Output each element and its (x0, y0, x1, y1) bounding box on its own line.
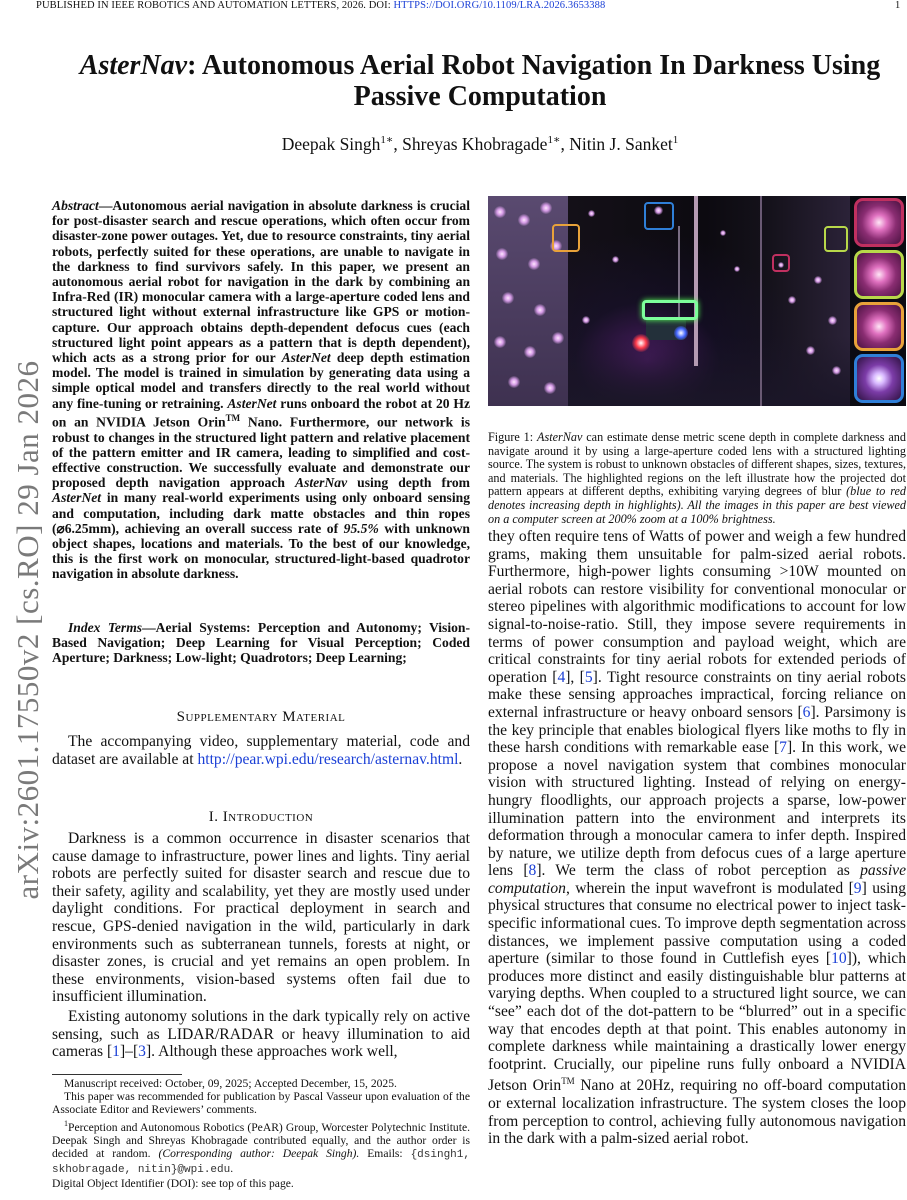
highlight-red (772, 254, 790, 272)
light-dot (832, 366, 841, 375)
paper-title (60, 50, 900, 112)
intro-section (52, 830, 470, 1061)
asternet-name: AsterNet (281, 350, 331, 366)
light-dot (612, 256, 619, 263)
light-dot (502, 292, 514, 304)
light-dot (588, 210, 595, 217)
figure-caption (488, 431, 906, 526)
light-dot (544, 382, 556, 394)
author-emails: {dsingh1, skhobragade, nitin}@wpi.edu (52, 1148, 470, 1177)
supplementary-heading: Supplementary Material (176, 709, 346, 725)
citation[interactable]: 8 (528, 862, 537, 880)
abstract-text-6: in many real-world experiments using only onboard sensing and computation, including dark matte obstacles and thin ropes (⌀6.25mm), achieving an overall success rate of (52, 490, 470, 536)
supplementary-text: The accompanying video, supplementary material, code and dataset are available at (52, 733, 470, 768)
period: . (458, 750, 463, 768)
doi-link[interactable]: HTTPS://DOI.ORG/10.1109/LRA.2026.3653388 (393, 0, 606, 11)
quadrotor-robot (638, 296, 696, 346)
citation[interactable]: 5 (584, 668, 593, 686)
intro-text: Nano at 20Hz, requiring no off-board computation or external localization infrastructure. The system closes the loop from perception to control, achieving fully autonomous navigation in the dark with a palm-sized aerial robot. (488, 1077, 906, 1148)
caption-label: Figure 1: (488, 430, 538, 444)
intro-text: ]. Tight resource constraints on tiny aerial robots make these sensing approaches impractical, forcing reliance on external infrastructure or heavy onboard sensors [ (488, 668, 906, 721)
intro-text: , wherein the input wavefront is modulated [ (565, 879, 854, 897)
inset-green (854, 250, 904, 299)
supplementary-section (52, 733, 470, 768)
intro-text: ]. In this work, we propose a novel navigation system that combines monocular vision with structured lighting. Instead of relying on energy-hungry floodlights, our approach projects a sparse, low-power illumination pattern into the environment and interprets its deformation through a monocular camera to infer depth. Inspired by nature, we utilize depth from defocus cues of a large aperture lens [ (488, 739, 906, 880)
citation[interactable]: 1 (112, 1043, 120, 1061)
light-dot (828, 316, 837, 325)
light-dot (528, 258, 540, 270)
abstract-text-1: —Autonomous aerial navigation in absolute darkness is crucial for post-disaster search and rescue operations, which often occur from disaster-zone power outages. Yet, due to resource constraints, tiny aerial robots, perfectly suited for these operations, are unable to navigate in the darkness to find survivors safely. In this paper, we present an autonomous aerial robot for navigation in the dark by combining an Infra-Red (IR) monocular camera with a large-aperture coded lens and structured light without external infrastructure like GPS or motion-capture. Our approach obtains depth-dependent defocus cues (each structured light point appears as a pattern that is depth dependent), which acts as a strong prior for our (52, 198, 470, 366)
inset-blue-near (854, 354, 904, 403)
intro-paragraph-1: Darkness is a common occurrence in disaster scenarios that cause damage to infrastructure, power lines and lights. Tiny aerial robots are perfectly suited for disaster search and rescue due to their safety, agility and scalability, yet they are mostly used under daylight conditions. For practical deployment in search and rescue, GPS-denied navigation in the wild, particularly in dark environments such as subterranean tunnels, forests at night, or disaster zones, is crucial and yet remains an open problem. In these environments, vision-based systems often fail due to insufficient illumination. (52, 830, 470, 1006)
light-dot (494, 206, 506, 218)
footnote-editor: This paper was recommended for publication by Pascal Vasseur upon evaluation of the Associate Editor and Reviewers’ comments. (52, 1090, 470, 1117)
rope-obstacle (760, 196, 762, 406)
author-list: Deepak Singh$^{1∗}$, Shreyas Khobragade$^{1∗}$, Nitin J. Sanket$^1$ (281, 133, 679, 154)
caption-note: (blue to red denotes increasing depth in highlights). All the images in this paper are best viewed on a computer screen at 200% zoom at a 100% brightness. (488, 484, 906, 526)
author-1-affil: 1∗ (380, 134, 394, 146)
light-dot (524, 346, 536, 358)
index-terms (52, 620, 470, 666)
footnotes (52, 1077, 470, 1190)
title-text: : Autonomous Aerial Robot Navigation In Darkness Using Passive Computation (187, 50, 881, 112)
passive-computation-term: passive computation (488, 862, 906, 897)
index-terms-label: Index Terms (68, 620, 143, 635)
page-number: 1 (895, 0, 901, 11)
red-light (632, 334, 650, 352)
affiliation-text: Perception and Autonomous Robotics (PeAR) Group, Worcester Polytechnic Institute. Deepak Singh and Shreyas Khobragade contributed equally, and the author order is decided at random. (52, 1120, 470, 1160)
dark-scene-photo (488, 196, 850, 406)
arxiv-stamp (8, 330, 48, 930)
abstract-text-2: deep depth estimation model. The model is trained in simulation by generating data using a simple optical model and transfers directly to the real world without any fine-tuning or retraining. (52, 350, 470, 411)
arxiv-stamp-text: arXiv:2601.17550v2 [cs.RO] 29 Jan 2026 (10, 360, 45, 900)
corresponding-author: (Corresponding author: Deepak Singh). (158, 1146, 360, 1160)
inset-orange (854, 302, 904, 351)
abstract-text-5: using depth from (347, 475, 470, 491)
citation[interactable]: 3 (138, 1043, 146, 1061)
supplementary-link[interactable]: http://pear.wpi.edu/research/asternav.html (197, 750, 459, 768)
citation[interactable]: 9 (853, 879, 862, 897)
light-dot (552, 332, 564, 344)
intro-text: ]. Although these approaches work well, (145, 1043, 398, 1061)
intro-heading: I. Introduction (208, 809, 314, 825)
author-3: Nitin J. Sanket (569, 133, 673, 154)
abstract-text-3: runs onboard the robot at 20 Hz on an NVIDIA Jetson Orin (52, 395, 470, 430)
citation[interactable]: 4 (557, 668, 566, 686)
light-dot (788, 296, 796, 304)
journal-name: PUBLISHED IN IEEE ROBOTICS AND AUTOMATION LETTERS, 2026. DOI: (36, 0, 394, 11)
intro-paragraph-2 (52, 1008, 470, 1061)
asternav-name: AsterNav (537, 430, 583, 444)
intro-text: ]. Parsimony is the key principle that enables biological flyers like moths to fly in these harsh conditions with remarkable ease [ (488, 703, 906, 757)
abstract-label: Abstract (52, 198, 99, 213)
inset-red-far (854, 198, 904, 247)
intro-continued (488, 528, 906, 1148)
light-dot (508, 376, 520, 388)
abstract-text-7: with unknown object shapes, locations and materials. To the best of our knowledge, this is the first work on monocular, structured-light-based quadrotor navigation in absolute darkness. (52, 520, 470, 582)
abstract (52, 198, 470, 582)
author-2: Shreyas Khobragade (402, 133, 548, 154)
light-dot (734, 266, 740, 272)
intro-text: ] using physical structures that consume no electrical power to inject task-specific informational cues. To improve depth segmentation across distances, we implement passive computation using a coded aperture (similar to those found in Cuttlefish eyes [ (488, 879, 906, 968)
trademark: TM (561, 1076, 575, 1087)
citation[interactable]: 7 (779, 739, 787, 757)
asternav-name: AsterNav (295, 475, 348, 491)
title-system-name: AsterNav (79, 50, 188, 81)
footnote-doi: Digital Object Identifier (DOI): see top of this page. (52, 1177, 294, 1191)
success-rate: 95.5% (343, 520, 379, 536)
highlight-orange (552, 224, 580, 252)
light-dot (534, 304, 546, 316)
author-2-affil: 1∗ (547, 134, 561, 146)
robot-frame (642, 300, 698, 320)
intro-paragraph-3 (488, 528, 906, 1148)
highlight-blue (644, 202, 674, 230)
trademark: TM (225, 412, 241, 423)
emails-label: Emails: (359, 1146, 411, 1160)
blue-light (674, 326, 688, 340)
intro-text: Existing autonomy solutions in the dark typically rely on active sensing, such as LIDAR/RADAR or heavy illumination to aid cameras [ (52, 1007, 470, 1061)
light-dot (496, 248, 508, 260)
footnote-received: Manuscript received: October, 09, 2025; Accepted December, 15, 2025. (64, 1077, 397, 1090)
light-dot (720, 230, 726, 236)
index-terms-text: —Aerial Systems: Perception and Autonomy; Vision-Based Navigation; Deep Learning for Visual Perception; Coded Aperture; Darkness; Low-light; Quadrotors; Deep Learning; (52, 620, 470, 666)
light-dot (814, 276, 822, 284)
highlight-green (824, 226, 848, 252)
author-1: Deepak Singh (281, 133, 381, 154)
citation[interactable]: 6 (802, 703, 811, 721)
period: . (230, 1162, 234, 1176)
intro-text: ]), which produces more distinct and easily distinguishable blur patterns at varying depths. When coupled to a structured light source, we can “see” each dot of the dot-pattern to be “blurred” out in a specific way that encodes depth at that point. This enables autonomy in complete darkness while maintaining a drastically lower energy footprint. Crucially, our pipeline runs fully onboard a NVIDIA Jetson Orin (488, 950, 906, 1095)
intro-text: ]–[ (119, 1043, 139, 1061)
author-3-affil: 1 (672, 134, 679, 146)
abstract-text-4: Nano. Furthermore, our network is robust to changes in the structured light pattern and relative placement of the pattern emitter and IR camera, leading to simplified and cost-effective construction. We successfully evaluate and demonstrate our proposed depth navigation approach (52, 414, 470, 491)
light-dot (540, 202, 552, 214)
citation[interactable]: 10 (831, 950, 847, 968)
figure-1-image (488, 196, 906, 406)
footnote-affiliation (52, 1117, 470, 1178)
light-dot (806, 346, 815, 355)
asternet-name: AsterNet (227, 395, 277, 411)
affil-marker: 1 (64, 1118, 68, 1128)
intro-text: ], [ (565, 668, 585, 686)
asternet-name: AsterNet (52, 490, 102, 506)
running-header (36, 0, 605, 11)
intro-text: ]. We term the class of robot perception as (536, 862, 861, 880)
light-dot (518, 214, 530, 226)
intro-text: they often require tens of Watts of power and weigh a few hundred grams, making them unsuitable for palm-sized aerial robots. Furthermore, high-power lights consuming >10W mounted on aerial robots can restore visibility for conventional monocular or stereo pipelines with algorithmic modifications to account for low signal-to-noise-ratio. Still, they impose severe requirements in terms of power consumption and payload weight, which are critical constraints for tiny aerial robots for extended periods of operation [ (488, 528, 906, 686)
light-dot (582, 316, 590, 324)
footnote-divider (52, 1074, 182, 1075)
caption-text: can estimate dense metric scene depth in complete darkness and navigate around it by using a large-aperture coded lens with a structured lighting source. The system is robust to unknown obstacles of different shapes, sizes, textures, and materials. The highlighted regions on the left illustrate how the projected dot pattern appears at different depths, exhibiting varying degrees of blur (488, 430, 906, 499)
light-dot (494, 336, 506, 348)
